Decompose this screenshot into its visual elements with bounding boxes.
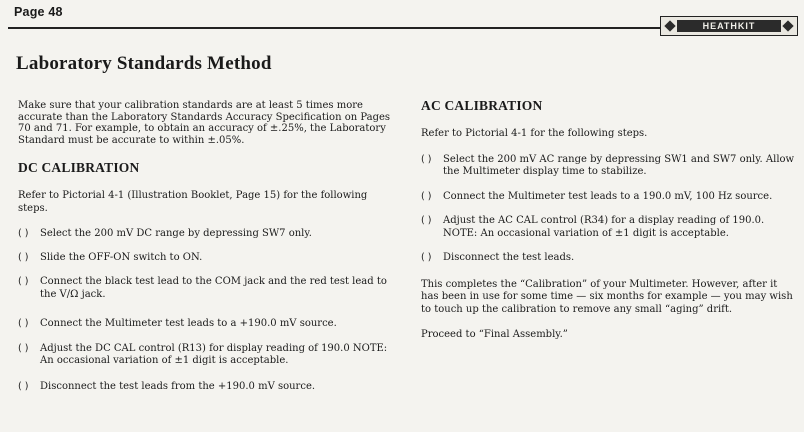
page-title: Laboratory Standards Method	[16, 53, 272, 74]
closing-paragraph: This completes the “Calibration” of your Multimeter. However, after it has been in use for some time — six months for example — you may wish to touch up the calibration to remove any small “aging” drift.	[421, 278, 793, 315]
step-checkbox: ( )	[421, 215, 432, 226]
step-text: Disconnect the test leads from the +190.0 mV source.	[40, 380, 316, 392]
page-number: Page 48	[14, 5, 63, 19]
left-column	[18, 100, 396, 393]
step-checkbox: ( )	[421, 153, 432, 165]
dc-lead: Refer to Pictorial 4-1 (Illustration Booklet, Page 15) for the following steps.	[18, 190, 368, 214]
step-text: Adjust the AC CAL control (R34) for a display reading of 190.0. NOTE: An occasional variation of ±1 digit is acceptable.	[443, 215, 765, 239]
step-checkbox: ( )	[18, 380, 29, 392]
logo-diamond-icon	[664, 20, 675, 31]
step-checkbox: ( )	[18, 228, 29, 240]
ac-heading: AC CALIBRATION	[421, 98, 543, 113]
step-checkbox: ( )	[18, 251, 29, 263]
step-checkbox: ( )	[18, 318, 29, 330]
dc-heading: DC CALIBRATION	[18, 160, 140, 176]
ac-step	[421, 191, 797, 204]
step-text: Disconnect the test leads.	[443, 252, 575, 263]
ac-lead: Refer to Pictorial 4-1 for the following steps.	[421, 128, 648, 139]
dc-step	[18, 252, 396, 265]
dc-step	[18, 318, 396, 331]
logo-diamond-icon	[782, 20, 793, 31]
ac-step	[421, 154, 797, 179]
step-text: Adjust the DC CAL control (R13) for display reading of 190.0 NOTE: An occasional variation of ±1 digit is acceptable.	[40, 342, 388, 367]
right-column	[421, 98, 797, 342]
ac-step	[421, 215, 797, 240]
step-text: Select the 200 mV AC range by depressing SW1 and SW7 only. Allow the Multimeter display time to stabilize.	[443, 153, 795, 177]
step-checkbox: ( )	[421, 252, 432, 263]
logo-text: HEATHKIT	[677, 20, 781, 32]
step-text: Select the 200 mV DC range by depressing SW7 only.	[40, 228, 312, 240]
step-text: Connect the Multimeter test leads to a +190.0 mV source.	[40, 318, 337, 330]
proceed-text: Proceed to “Final Assembly.”	[421, 329, 568, 340]
intro-paragraph: Make sure that your calibration standards are at least 5 times more accurate than the Laboratory Standards Accuracy Specification on Pages 70 and 71. For example, to obtain an accuracy of ±.25%, the Laboratory Standard must be accurate to within ±.05%.	[18, 100, 391, 146]
header-rule	[8, 27, 662, 29]
dc-step	[18, 343, 396, 368]
ac-step	[421, 252, 797, 265]
step-text: Slide the OFF-ON switch to ON.	[40, 251, 203, 263]
step-checkbox: ( )	[421, 190, 432, 202]
step-text: Connect the black test lead to the COM jack and the red test lead to the V/Ω jack.	[40, 276, 387, 300]
heathkit-logo	[660, 16, 798, 36]
step-checkbox: ( )	[18, 342, 29, 354]
dc-step	[18, 276, 396, 301]
dc-step	[18, 228, 396, 241]
step-checkbox: ( )	[18, 276, 29, 288]
dc-step	[18, 381, 396, 394]
step-text: Connect the Multimeter test leads to a 190.0 mV, 100 Hz source.	[443, 190, 773, 202]
